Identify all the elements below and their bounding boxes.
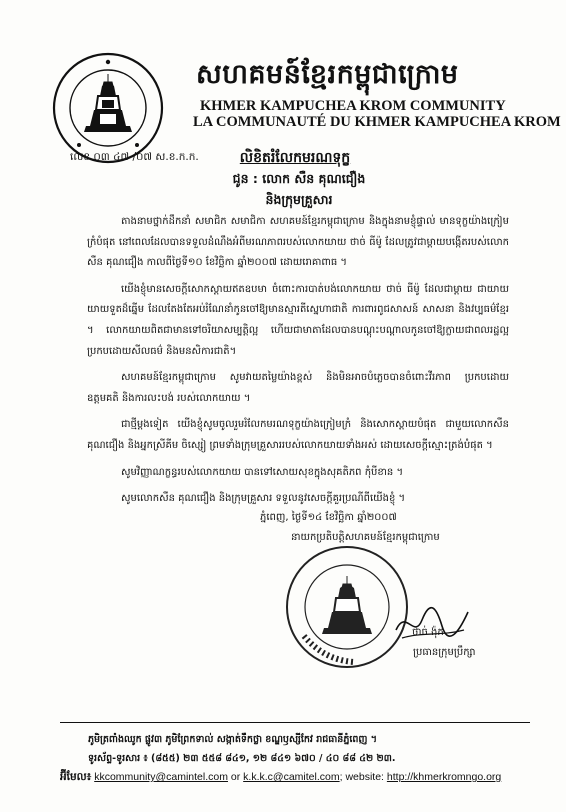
letter-body [87,212,509,510]
org-name-khmer: សហគមន៍ខ្មែរកម្ពុជាក្រោម [196,59,459,90]
body-paragraph: សូមវិញ្ញាណក្ខន្ធរបស់លោកយាយ បានទៅសោយសុខក្នុងសុគតិភព កុំបីខាន ។ [121,466,404,478]
footer-address: ភូមិត្រពាំងឈូក ផ្លូវ៣ ភូមិព្រែកទាល់ សង្កាត់ទឹកថ្លា ខណ្ឌឫស្សីកែវ រាជធានីភ្នំពេញ ។ [88,734,378,745]
footer-divider [60,722,530,723]
body-paragraph: យើងខ្ញុំមានសេចក្ដីសោកស្ដាយឥតឧបមា ចំពោះការបាត់បង់លោកយាយ ថាច់ ធីម៉ូ ដែលជាម្ដាយ ជាយាយ យាយទួតដ៏ឆ្នើម ដែលតែងតែអប់រំណែនាំកូនចៅឱ្យមានស្មារតីស្នេហាជាតិ ការពារពូជសាសន៍ សាសនា និងវប្បធម៌ខ្មែរ ។ លោកយាយពិតជាមានទៅចរិយាសម្បត្តិល្អ ហើយជាមាតាដែលបានបណ្ដុះបណ្ដាលកូនចៅឱ្យក្លាយជាពលរដ្ឋល្អ ប្រកបដោយសីលធម៌ និងមនសិការជាតិ។ [87,283,509,357]
signer-title: ប្រធានក្រុមប្រឹក្សា [413,647,476,658]
letter-title: លិខិតរំលែកមរណទុក្ខ [239,150,351,166]
reference-number: លេខ ០៣ ៤៧ /០៧ ស.ខ.ក.ក. [70,151,199,163]
signer-name: ថាច់ ង៉ុក [412,627,444,638]
or-text: or [230,771,241,783]
website-link[interactable]: http://khmerkromngo.org [386,771,502,783]
email-link-1[interactable]: kkcommunity@camintel.com [94,771,228,783]
website-label: ; website: [339,771,384,783]
date-line: ភ្នំពេញ, ថ្ងៃទី១៤ ខែវិច្ឆិកា ឆ្នាំ២០០៧ [260,512,397,523]
email-label: អ៊ីមែល៖ [60,771,92,783]
footer-contact [60,771,501,786]
recipient-family: និងក្រុមគ្រួសារ [265,192,333,207]
org-name-french: LA COMMUNAUTÉ DU KHMER KAMPUCHEA KROM [193,114,561,130]
body-paragraph: សហគមន៍ខ្មែរកម្ពុជាក្រោម សូមវាយតម្លៃយ៉ាងខ្ពស់ និងមិនអាចបំភ្លេចបានចំពោះវីរភាព ប្រកបដោយឧត្ដមគតិ និងការលះបង់ របស់លោកយាយ ។ [87,372,509,404]
org-name-english: KHMER KAMPUCHEA KROM COMMUNITY [200,98,506,114]
body-paragraph: ជាថ្មីម្ដងទៀត យើងខ្ញុំសូមចូលរួមរំលែកមរណទុក្ខយ៉ាងក្រៀមក្រំ និងសោកស្ដាយបំផុត ជាមួយលោកសឺន គុណជឿង និងអ្នកស្រីគីម ចិស្សៀ ព្រមទាំងក្រុមគ្រួសាររបស់លោកយាយទាំងអស់ ដោយសេចក្ដីស្មោះត្រង់បំផុត ។ [87,419,509,451]
body-paragraph: សូមលោកសឺន គុណជឿង និងក្រុមគ្រួសារ ទទួលនូវសេចក្ដីគួរប្រណីពីយើងខ្ញុំ ។ [121,493,406,505]
recipient-line: ជូន : លោក សឺន គុណជឿង [232,171,366,186]
signer-line: នាយកប្រតិបត្តិសហគមន៍ខ្មែរកម្ពុជាក្រោម [291,532,440,543]
body-paragraph: តាងនាមថ្នាក់ដឹកនាំ សមាជិក សមាជិកា សហគមន៍ខ្មែរកម្ពុជាក្រោម និងក្នុងនាមខ្ញុំផ្ទាល់ មានទុក្ខយ៉ាងក្រៀមក្រំបំផុត នៅពេលដែលបានទទួលដំណឹងអំពីមរណភាពរបស់លោកយាយ ថាច់ ធីម៉ូ ដែលត្រូវជាម្ដាយបង្កើតរបស់លោក សឺន គុណជឿង កាលពីថ្ងៃទី១០ ខែវិច្ឆិកា ឆ្នាំ២០០៧ ដោយរោគាពាធ ។ [87,216,509,269]
community-logo [52,52,164,164]
email-link-2[interactable]: k.k.k.c@camitel.com [243,771,340,783]
footer-phone: ទូរស័ព្ទ-ទូរសារ ៖ (៨៥៥) ២៣ ៥៥៨ ៨៤១, ១២ ៨៤១ ៦៧០ / ៤០ ៨៨ ៤២ ២៣. [88,753,396,764]
